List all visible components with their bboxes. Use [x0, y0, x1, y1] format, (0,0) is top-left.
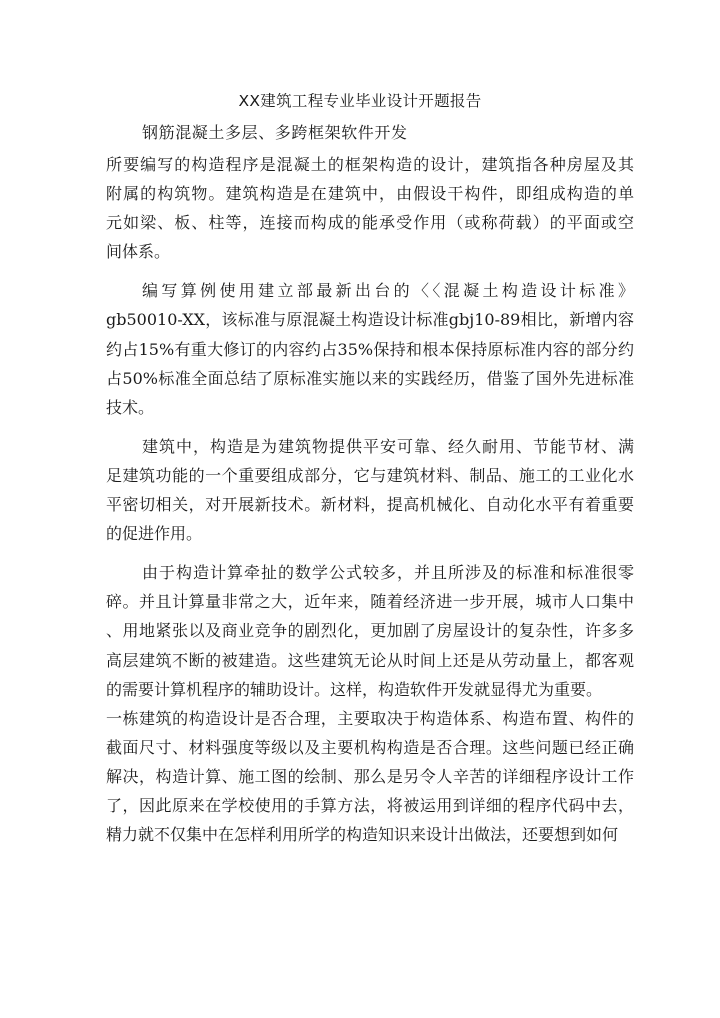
document-body	[106, 150, 634, 849]
paragraph	[106, 704, 634, 849]
paragraph-line: 的促进作用。	[106, 524, 203, 544]
paragraph-line: 高层建筑不断的被建造。这些建筑无论从时间上还是从劳动量上，都客观	[106, 650, 634, 670]
paragraph-line: 占50%标准全面总结了原标准实施以来的实践经历，借鉴了国外先进标准	[106, 368, 634, 388]
paragraph-line: 技术。	[106, 397, 155, 417]
paragraph-line: 平密切相关，对开展新技术。新材料，提高机械化、自动化水平有着重要	[106, 495, 634, 515]
paragraph-line: gb50010-XX，该标准与原混凝土构造设计标准gbj10-89相比，新增内容	[106, 310, 634, 330]
paragraph-line: 、用地紧张以及商业竞争的剧烈化，更加剧了房屋设计的复杂性，许多多	[106, 621, 634, 641]
paragraph-line: 建筑中，构造是为建筑物提供平安可靠、经久耐用、节能节材、满	[142, 436, 634, 456]
paragraph-line: 由于构造计算牵扯的数学公式较多，并且所涉及的标准和标准很零	[142, 563, 634, 583]
paragraph-line: 精力就不仅集中在怎样利用所学的构造知识来设计出做法，还要想到如何	[106, 825, 619, 845]
paragraph-line: 截面尺寸、材料强度等级以及主要机构构造是否合理。这些问题已经正确	[106, 737, 634, 757]
paragraph-line: 间体系。	[106, 242, 171, 262]
paragraph-line: 编写算例使用建立部最新出台的〈〈混凝土构造设计标准》	[142, 281, 634, 301]
paragraph-line: 解决，构造计算、施工图的绘制、那么是另令人辛苦的详细程序设计工作	[106, 766, 634, 786]
document-title: XX建筑工程专业毕业设计开题报告	[238, 92, 482, 110]
paragraph-line: 了，因此原来在学校使用的手算方法，将被运用到详细的程序代码中去，	[106, 795, 634, 815]
paragraph	[106, 558, 634, 703]
paragraph	[106, 276, 634, 421]
paragraph-line: 碎。并且计算量非常之大，近年来，随着经济进一步开展，城市人口集中	[106, 592, 634, 612]
paragraph-line: 所要编写的构造程序是混凝土的框架构造的设计，建筑指各种房屋及其	[106, 155, 634, 174]
paragraph-line: 元如梁、板、柱等，连接而构成的能承受作用（或称荷载）的平面或空	[106, 213, 634, 233]
paragraph-line: 约占15%有重大修订的内容约占35%保持和根本保持原标准内容的部分约	[106, 339, 634, 359]
paragraph-line: 附属的构筑物。建筑构造是在建筑中，由假设干构件，即组成构造的单	[106, 184, 634, 204]
paragraph-line: 足建筑功能的一个重要组成部分，它与建筑材料、制品、施工的工业化水	[106, 465, 634, 485]
document-subtitle: 钢筋混凝土多层、多跨框架软件开发	[142, 123, 408, 142]
paragraph	[106, 432, 634, 548]
paragraph-line: 的需要计算机程序的辅助设计。这样，构造软件开发就显得尤为重要。	[106, 679, 603, 699]
paragraph	[106, 150, 634, 266]
paragraph-line: 一栋建筑的构造设计是否合理，主要取决于构造体系、构造布置、构件的	[106, 708, 634, 728]
